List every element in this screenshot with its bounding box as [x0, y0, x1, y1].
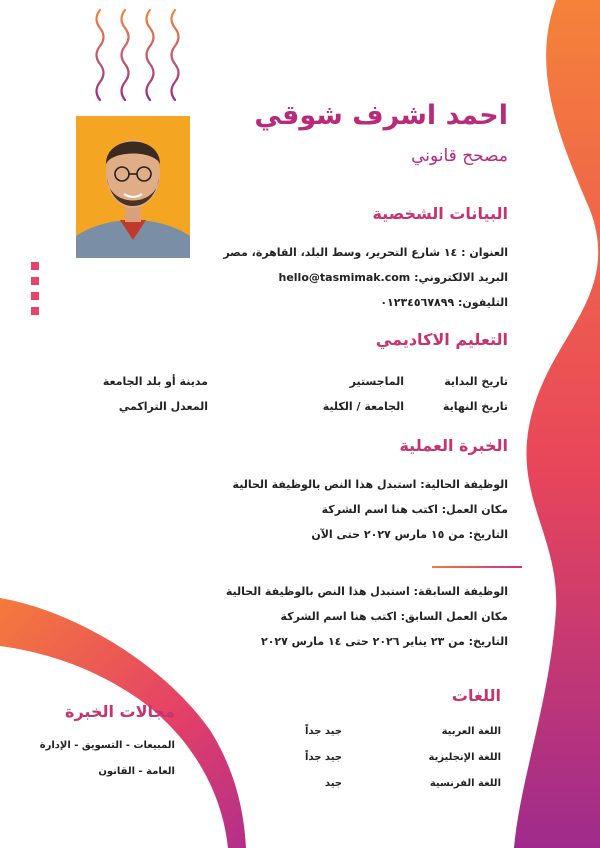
current-workplace: مكان العمل: اكتب هنا اسم الشركة — [321, 503, 508, 516]
decorative-squares — [31, 262, 39, 322]
education-heading: التعليم الاكاديمي — [375, 330, 508, 349]
language-level: جيد — [324, 778, 342, 789]
expertise-line: المبيعات - التسويق - الإدارة — [39, 740, 175, 751]
current-job: الوظيفة الحالية: استبدل هذا النص بالوظيفة الحالية — [232, 478, 508, 491]
language-level: جيد جداً — [305, 726, 342, 737]
edu-university-city: مدينة أو بلد الجامعة — [102, 375, 208, 388]
language-name: اللغة الإنجليزية — [428, 752, 501, 763]
phone-line: التليفون: ٠١٢٣٤٥٦٧٨٩٩ — [380, 296, 508, 309]
job-title: مصحح قانوني — [411, 146, 508, 166]
previous-job-date: التاريخ: من ٢٣ يناير ٢٠٢٦ حتى ١٤ مارس ٢٠٢٧ — [260, 635, 508, 648]
right-wave-band — [514, 0, 600, 848]
edu-gpa: المعدل التراكمي — [118, 400, 208, 413]
email-value[interactable]: hello@tasmimak.com — [278, 271, 411, 284]
experience-heading: الخبرة العملية — [399, 436, 508, 455]
profile-photo — [76, 116, 190, 258]
address-line: العنوان : ١٤ شارع التحرير، وسط البلد، القاهرة، مصر — [223, 246, 508, 259]
previous-job: الوظيفة السابقة: استبدل هذا النص بالوظيفة الحالية — [225, 585, 508, 598]
personal-info-heading: البيانات الشخصية — [372, 204, 508, 223]
languages-heading: اللغات — [451, 686, 501, 705]
expertise-heading: مجالات الخبرة — [65, 702, 175, 721]
email-line — [279, 271, 509, 284]
person-name: احمد اشرف شوقي — [254, 100, 508, 131]
email-label: البريد الالكتروني: — [414, 271, 508, 284]
expertise-line: العامة - القانون — [98, 766, 175, 777]
edu-end-date: تاريخ النهاية — [442, 400, 508, 413]
language-name: اللغة الفرنسية — [429, 778, 501, 789]
language-name: اللغة العربية — [441, 726, 501, 737]
experience-divider — [432, 566, 522, 568]
previous-workplace: مكان العمل السابق: اكتب هنا اسم الشركة — [280, 610, 508, 623]
edu-degree: الماجستير — [349, 375, 404, 388]
edu-start-date: تاريخ البداية — [444, 375, 508, 388]
bottom-left-arc — [0, 598, 246, 848]
current-job-date: التاريخ: من ١٥ مارس ٢٠٢٧ حتى الآن — [311, 528, 508, 541]
edu-university: الجامعة / الكلية — [322, 400, 404, 413]
squiggle-lines-icon — [97, 10, 179, 100]
language-level: جيد جداً — [305, 752, 342, 763]
